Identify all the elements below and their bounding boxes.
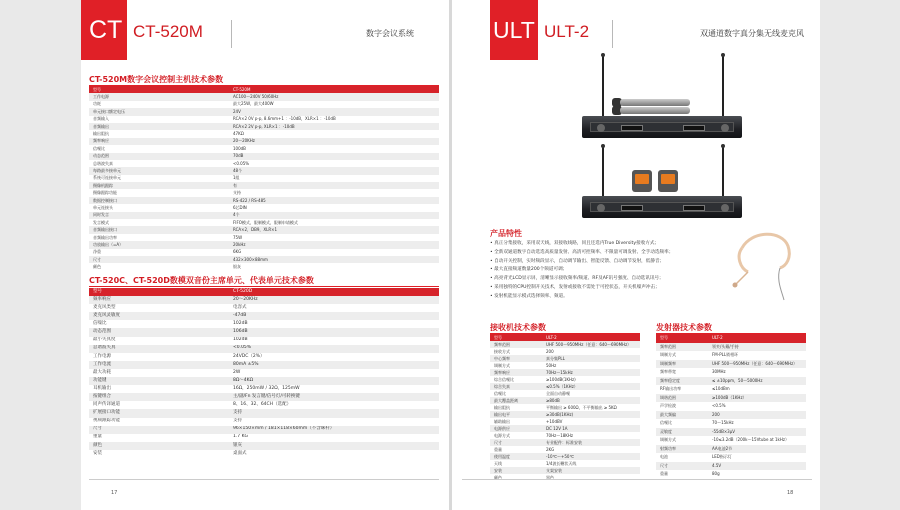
table-row bbox=[89, 241, 439, 248]
spec-value-cell: 80g bbox=[708, 470, 806, 479]
table-row bbox=[490, 432, 640, 439]
table-row bbox=[656, 351, 806, 360]
table-row bbox=[656, 368, 806, 377]
table-row bbox=[89, 320, 439, 328]
table-row bbox=[89, 130, 439, 137]
left-subtitle: 数字会议系统 bbox=[366, 29, 414, 38]
spec-label-cell: 摄像跟踪功能 bbox=[89, 189, 229, 196]
spec-label-cell: 电源方式 bbox=[490, 432, 542, 439]
table-row bbox=[89, 328, 439, 336]
table-row bbox=[89, 442, 439, 450]
table-header-row bbox=[490, 334, 640, 341]
spec-value-cell: 70～15kHz bbox=[708, 419, 806, 428]
feature-item: • 发射机能显示模式选择频率、频道。 bbox=[490, 293, 568, 299]
right-page bbox=[452, 0, 820, 510]
spec-value-cell: 200 bbox=[708, 411, 806, 420]
table-row bbox=[89, 175, 439, 182]
table-header-row bbox=[89, 288, 439, 296]
table-row bbox=[89, 418, 439, 426]
spec-label-cell: 总谐波失真 bbox=[89, 160, 229, 167]
spec-value-cell: <0.05% bbox=[229, 160, 439, 167]
controller-spec-table bbox=[89, 86, 439, 271]
spec-label-cell: 数据控制接口 bbox=[89, 197, 229, 204]
spec-value-cell: CT-520M bbox=[229, 86, 439, 93]
spec-value-cell: 2W bbox=[229, 369, 439, 377]
spec-label-cell: 频率响应 bbox=[89, 296, 229, 304]
spec-value-cell: DC 12V 1A bbox=[542, 425, 640, 432]
spec-label-cell: 同声传译通道 bbox=[89, 401, 229, 409]
spec-value-cell: 48个 bbox=[229, 167, 439, 174]
spec-value-cell: 47KΩ bbox=[229, 130, 439, 137]
spec-value-cell: 1/4波长鞭状天线 bbox=[542, 460, 640, 467]
spec-label-cell: 总谐波失真 bbox=[89, 345, 229, 353]
table-row bbox=[89, 212, 439, 219]
spec-value-cell: 6芯DIN bbox=[229, 204, 439, 211]
left-badge: CT bbox=[81, 0, 127, 60]
spec-value-cell: 主/副/Fn 发言键/信号灯/可转换键 bbox=[229, 393, 439, 401]
table-row bbox=[89, 393, 439, 401]
spec-value-cell: 银灰 bbox=[229, 442, 439, 450]
feature-item: • 真正分集接收，采用双天线，双接收线路，同且还选内True Diversity接收方式； bbox=[490, 241, 660, 246]
left-footer-rule bbox=[89, 479, 439, 480]
receiver-unit bbox=[582, 116, 742, 138]
spec-value-cell: 2KG bbox=[542, 446, 640, 453]
spec-label-cell: 安装 bbox=[89, 450, 229, 458]
table-row bbox=[656, 453, 806, 462]
spec-label-cell: 音频输出功率 bbox=[89, 234, 229, 241]
spec-label-cell: 功放输出（=A） bbox=[89, 241, 229, 248]
spec-label-cell: 按键组合 bbox=[89, 393, 229, 401]
spec-value-cell: +10dBV bbox=[542, 418, 640, 425]
spec-value-cell: 102dB bbox=[229, 337, 439, 345]
spec-value-cell: 24V bbox=[229, 108, 439, 115]
antenna-tip bbox=[601, 144, 605, 148]
spec-label-cell: 重量 bbox=[656, 470, 708, 479]
spec-label-cell: 信噪比 bbox=[89, 320, 229, 328]
spec-value-cell: 支架安装 bbox=[542, 467, 640, 474]
spec-label-cell: 颜色 bbox=[89, 442, 229, 450]
spec-value-cell: 领夹/头戴/手持 bbox=[708, 343, 806, 352]
spec-label-cell: 综合失真 bbox=[490, 383, 542, 390]
spec-value-cell: 102dB bbox=[229, 320, 439, 328]
table-row bbox=[490, 404, 640, 411]
table-header-row bbox=[656, 334, 806, 343]
table-header-row bbox=[89, 86, 439, 93]
spec-value-cell: 桌面式 bbox=[229, 450, 439, 458]
spec-label-cell: 调制方式 bbox=[656, 436, 708, 445]
right-footer-rule bbox=[462, 479, 812, 480]
table-row bbox=[89, 153, 439, 160]
bodypack-transmitter bbox=[658, 170, 678, 192]
spec-value-cell: 50Hz bbox=[542, 362, 640, 369]
feature-item: • 高亮背光LCD显示屏，清晰显示接收频率/频道、RF及AF讯号强度、自动选讯讯号； bbox=[490, 276, 664, 282]
antenna-right bbox=[722, 146, 724, 200]
spec-label-cell: 工作电流 bbox=[89, 361, 229, 369]
spec-value-cell: 有 bbox=[229, 182, 439, 189]
spec-label-cell: 型号 bbox=[89, 86, 229, 93]
feature-item: • 自动开关控制，实时频段显示，自动调节输出、智能反馈、自动调节发射，低静音； bbox=[490, 258, 665, 264]
transmitter-spec-table bbox=[656, 334, 806, 479]
table-row bbox=[89, 450, 439, 458]
spec-label-cell: 发言模式 bbox=[89, 219, 229, 226]
spec-value-cell: 16Ω，250mW / 32Ω，125mW bbox=[229, 385, 439, 393]
section2-rule bbox=[89, 286, 439, 287]
spec-value-cell: 20～20KHz bbox=[229, 138, 439, 145]
table-row bbox=[656, 419, 806, 428]
spec-label-cell: 摄像机跟踪 bbox=[89, 182, 229, 189]
left-page bbox=[81, 0, 449, 510]
spec-value-cell: 24VDC（2%） bbox=[229, 353, 439, 361]
spec-label-cell: 输出阻抗 bbox=[89, 130, 229, 137]
spec-label-cell: RF输出功率 bbox=[656, 385, 708, 394]
spec-label-cell: 工作电源 bbox=[89, 353, 229, 361]
table-row bbox=[656, 436, 806, 445]
spec-value-cell: -10≤3.2dB（200k～15Vtube at 1kHz） bbox=[708, 436, 806, 445]
table-row bbox=[656, 428, 806, 437]
spec-value-cell: LED指示灯 bbox=[708, 453, 806, 462]
spec-label-cell: 频率响应 bbox=[490, 369, 542, 376]
table-row bbox=[656, 394, 806, 403]
table-row bbox=[490, 341, 640, 348]
bodypack-transmitter bbox=[632, 170, 652, 192]
table-row bbox=[89, 197, 439, 204]
spec-value-cell: UHF 500～950MHz（任意：640～690MHz） bbox=[542, 341, 640, 348]
spec-value-cell: 专业配件：标准安装 bbox=[542, 439, 640, 446]
table-row bbox=[89, 304, 439, 312]
spec-label-cell: 型号 bbox=[490, 334, 542, 341]
features-title: 产品特性 bbox=[490, 229, 522, 238]
spec-label-cell: 调制方式 bbox=[490, 362, 542, 369]
unit-spec-table bbox=[89, 288, 439, 458]
spec-value-cell: AA电池2节 bbox=[708, 445, 806, 454]
spec-value-cell: 电容式 bbox=[229, 304, 439, 312]
spec-label-cell: 颜色 bbox=[89, 263, 229, 270]
spec-label-cell: 音频输入 bbox=[89, 116, 229, 123]
spec-value-cell: 黑色 bbox=[542, 474, 640, 481]
table-row bbox=[89, 296, 439, 304]
spec-label-cell: 重量 bbox=[490, 446, 542, 453]
table-row bbox=[89, 226, 439, 233]
table-row bbox=[490, 355, 640, 362]
feature-item: • 采用独特的CPU控制开关技术，发射或接收不需处于可控状态，开关机噪声冲击； bbox=[490, 284, 660, 290]
spec-label-cell: 单元接口额定电压 bbox=[89, 108, 229, 115]
spec-label-cell: 输出阻抗 bbox=[490, 404, 542, 411]
spec-value-cell: -47dB bbox=[229, 312, 439, 320]
spec-value-cell: 70Hz～18KHz bbox=[542, 432, 640, 439]
spec-label-cell: 扩展接口功能 bbox=[89, 409, 229, 417]
table-row bbox=[89, 369, 439, 377]
spec-value-cell: 8Ω～4KΩ bbox=[229, 377, 439, 385]
table-row bbox=[89, 219, 439, 226]
spec-label-cell: 最大频偏 bbox=[656, 411, 708, 420]
table-row bbox=[656, 470, 806, 479]
right-subtitle: 双通道数字真分集无线麦克风 bbox=[700, 29, 804, 38]
antenna-tip bbox=[601, 53, 605, 57]
spec-label-cell: 调制频率 bbox=[656, 360, 708, 369]
spec-label-cell: 重量 bbox=[89, 434, 229, 442]
spec-value-cell: 支持 bbox=[229, 189, 439, 196]
table-row bbox=[89, 204, 439, 211]
table-row bbox=[89, 167, 439, 174]
spec-label-cell: 电池 bbox=[656, 453, 708, 462]
left-model-title: CT-520M bbox=[133, 22, 203, 41]
spec-label-cell: 输出电平 bbox=[490, 411, 542, 418]
spec-label-cell: 电源供应 bbox=[490, 425, 542, 432]
spec-label-cell: 视频跟踪功能 bbox=[89, 418, 229, 426]
table-row bbox=[89, 93, 439, 100]
spec-label-cell: 型号 bbox=[89, 288, 229, 296]
spec-label-cell: 动态范围 bbox=[89, 153, 229, 160]
table-row bbox=[89, 401, 439, 409]
feature-list bbox=[490, 240, 730, 302]
spec-label-cell: 频率范围 bbox=[490, 341, 542, 348]
spec-label-cell: 动态范围 bbox=[89, 328, 229, 336]
spec-value-cell: 20～20KHz bbox=[229, 296, 439, 304]
spec-label-cell: 功耗 bbox=[89, 101, 229, 108]
table-row bbox=[89, 361, 439, 369]
spec-value-cell: 20kHz bbox=[229, 241, 439, 248]
spec-label-cell: 尺寸 bbox=[656, 462, 708, 471]
antenna-tip bbox=[721, 53, 725, 57]
spec-value-cell: 100dB bbox=[229, 145, 439, 152]
spec-value-cell: RCA×2，DB9，XLR×1 bbox=[229, 226, 439, 233]
spec-label-cell: 频率带宽 bbox=[656, 368, 708, 377]
section2-title: CT-520C、CT-520D数模双音份主席单元、代表单元技术参数 bbox=[89, 276, 314, 285]
antenna-right bbox=[722, 55, 724, 117]
table-row bbox=[490, 439, 640, 446]
table-row bbox=[490, 383, 640, 390]
spec-label-cell: 单元连接头 bbox=[89, 204, 229, 211]
spec-label-cell: 声学检波 bbox=[656, 402, 708, 411]
spec-value-cell: 支持 bbox=[229, 409, 439, 417]
table-row bbox=[490, 376, 640, 383]
receiver-spec-title: 接收机技术参数 bbox=[490, 323, 546, 332]
spec-label-cell: 辅助输出 bbox=[490, 418, 542, 425]
spec-label-cell: 音频输出接口 bbox=[89, 226, 229, 233]
spec-label-cell: 调制方式 bbox=[656, 351, 708, 360]
spec-label-cell: 天线 bbox=[490, 460, 542, 467]
table-row bbox=[89, 312, 439, 320]
table-row bbox=[490, 425, 640, 432]
table-row bbox=[89, 234, 439, 241]
table-row bbox=[490, 418, 640, 425]
spec-label-cell: 同时发言 bbox=[89, 212, 229, 219]
table-row bbox=[89, 138, 439, 145]
spec-value-cell: ≥30dB(1KHz) bbox=[542, 411, 640, 418]
table-row bbox=[490, 362, 640, 369]
table-row bbox=[89, 145, 439, 152]
spec-label-cell: 每路最多接单元 bbox=[89, 167, 229, 174]
transmitter-spec-title: 发射器技术参数 bbox=[656, 323, 712, 332]
spec-label-cell: 尺寸 bbox=[89, 256, 229, 263]
antenna-tip bbox=[721, 144, 725, 148]
table-row bbox=[89, 345, 439, 353]
spec-value-cell: 1组 bbox=[229, 175, 439, 182]
spec-label-cell: 信噪比 bbox=[490, 390, 542, 397]
feature-item: • 最大直接频道数量200个频道可调； bbox=[490, 267, 568, 273]
spec-value-cell: ≥80dB bbox=[542, 397, 640, 404]
spec-value-cell: 支持 bbox=[229, 418, 439, 426]
spec-label-cell: 接收方式 bbox=[490, 348, 542, 355]
spec-value-cell: 70dB bbox=[229, 153, 439, 160]
table-row bbox=[490, 453, 640, 460]
right-badge: ULT bbox=[490, 0, 538, 60]
feature-item: • 全新双通道数字自动选选高质量发射、高清可控频率、不限量可调发射、全手动选频率； bbox=[490, 249, 674, 255]
spec-label-cell: 频率范围 bbox=[656, 343, 708, 352]
table-row bbox=[656, 377, 806, 386]
spec-value-cell: 200 bbox=[542, 348, 640, 355]
spec-label-cell: 系统可连接单元 bbox=[89, 175, 229, 182]
table-row bbox=[490, 397, 640, 404]
spec-value-cell: 真分集PLL bbox=[542, 355, 640, 362]
table-row bbox=[656, 402, 806, 411]
spec-label-cell: 尺寸 bbox=[89, 426, 229, 434]
table-row bbox=[490, 467, 640, 474]
spec-label-cell: 音频输出 bbox=[89, 123, 229, 130]
spec-label-cell: 净重 bbox=[89, 249, 229, 256]
spec-value-cell: <0.05% bbox=[229, 345, 439, 353]
table-row bbox=[89, 377, 439, 385]
table-row bbox=[89, 409, 439, 417]
table-row bbox=[656, 445, 806, 454]
table-row bbox=[89, 256, 439, 263]
table-row bbox=[89, 353, 439, 361]
spec-label-cell: 功能键 bbox=[89, 377, 229, 385]
spec-label-cell: 使用温度 bbox=[490, 453, 542, 460]
spec-label-cell: 尺寸 bbox=[490, 439, 542, 446]
table-row bbox=[490, 446, 640, 453]
table-row bbox=[89, 123, 439, 130]
left-page-number: 17 bbox=[111, 490, 118, 496]
spec-value-cell: 30MHz bbox=[708, 368, 806, 377]
spec-value-cell: 4.5V bbox=[708, 462, 806, 471]
spec-value-cell: 全面自动静噪 bbox=[542, 390, 640, 397]
spec-label-cell: 安装 bbox=[490, 467, 542, 474]
spec-value-cell: -55dB×3μV bbox=[708, 428, 806, 437]
spec-value-cell: 70Hz～15kHz bbox=[542, 369, 640, 376]
right-model-title: ULT-2 bbox=[544, 22, 590, 41]
spec-value-cell: AC100～240V 50/60Hz bbox=[229, 93, 439, 100]
spec-label-cell: 频率响应 bbox=[89, 138, 229, 145]
table-row bbox=[89, 116, 439, 123]
spec-value-cell: CT-520D bbox=[229, 288, 439, 296]
spec-label-cell: 射频功率 bbox=[656, 445, 708, 454]
spec-label-cell: 调谐范围 bbox=[656, 394, 708, 403]
receiver-spec-table bbox=[490, 334, 640, 481]
spec-label-cell: 最大覆盖距离 bbox=[490, 397, 542, 404]
table-row bbox=[490, 460, 640, 467]
spec-value-cell: ≤0.5%（1KHz） bbox=[542, 383, 640, 390]
spec-value-cell: 银灰 bbox=[229, 263, 439, 270]
handheld-mic bbox=[620, 107, 690, 114]
table-row bbox=[89, 249, 439, 256]
spec-label-cell: 中心频率 bbox=[490, 355, 542, 362]
spec-label-cell: 信噪比 bbox=[89, 145, 229, 152]
spec-value-cell: 432×300×88mm bbox=[229, 256, 439, 263]
spec-value-cell: 1.7 KG bbox=[229, 434, 439, 442]
table-row bbox=[656, 462, 806, 471]
spec-value-cell: FM-PLL锁相环 bbox=[708, 351, 806, 360]
table-row bbox=[656, 411, 806, 420]
table-row bbox=[89, 263, 439, 270]
spec-value-cell: 96×150×mm / 181×118×60mm（不含咪杆） bbox=[229, 426, 439, 434]
table-row bbox=[490, 411, 640, 418]
spec-value-cell: RS-422 / RS-485 bbox=[229, 197, 439, 204]
spec-value-cell: 6KG bbox=[229, 249, 439, 256]
handheld-mic bbox=[620, 99, 690, 106]
spec-label-cell: 型号 bbox=[656, 334, 708, 343]
spec-label-cell: 工作电源 bbox=[89, 93, 229, 100]
table-row bbox=[89, 426, 439, 434]
spec-value-cell: 80mA ±5% bbox=[229, 361, 439, 369]
antenna-left bbox=[602, 55, 604, 117]
left-header-divider bbox=[231, 20, 232, 48]
table-row bbox=[89, 160, 439, 167]
spec-value-cell: ULT-2 bbox=[708, 334, 806, 343]
spec-value-cell: ≤ ±10ppm，50～5000Hz bbox=[708, 377, 806, 386]
table-row bbox=[656, 343, 806, 352]
spec-value-cell: ≥100dB（1KHz） bbox=[708, 394, 806, 403]
right-page-number: 18 bbox=[787, 490, 794, 496]
spec-label-cell: 麦克风灵敏度 bbox=[89, 312, 229, 320]
spec-value-cell: <0.5% bbox=[708, 402, 806, 411]
table-row bbox=[89, 189, 439, 196]
spec-value-cell: ≤10dBm bbox=[708, 385, 806, 394]
table-row bbox=[89, 182, 439, 189]
antenna-left bbox=[602, 146, 604, 200]
table-row bbox=[89, 385, 439, 393]
table-row bbox=[490, 390, 640, 397]
spec-value-cell: RCA×2 2V p-p, XLR×1 ：-10dB bbox=[229, 123, 439, 130]
spec-label-cell: 最小失真度 bbox=[89, 337, 229, 345]
spec-value-cell: -10℃～+50℃ bbox=[542, 453, 640, 460]
spec-value-cell: UHF 500～950MHz（任意：640～690MHz） bbox=[708, 360, 806, 369]
spec-value-cell: 平衡输出 ≥ 600Ω，不平衡输出 ≥ 5KΩ bbox=[542, 404, 640, 411]
table-row bbox=[490, 348, 640, 355]
spec-value-cell: 最大25W，最大400W bbox=[229, 101, 439, 108]
spec-label-cell: 灵敏度 bbox=[656, 428, 708, 437]
spec-value-cell: FIFO模式，限制模式，限制申请模式 bbox=[229, 219, 439, 226]
table-row bbox=[89, 434, 439, 442]
right-header-divider bbox=[612, 20, 613, 48]
spec-label-cell: 颜色 bbox=[490, 474, 542, 481]
table-row bbox=[656, 385, 806, 394]
spec-label-cell: 信噪比 bbox=[656, 419, 708, 428]
spec-value-cell: 75W bbox=[229, 234, 439, 241]
table-row bbox=[89, 101, 439, 108]
headset-mic-image bbox=[722, 228, 802, 308]
table-row bbox=[656, 360, 806, 369]
section1-title: CT-520M数字会议控制主机技术参数 bbox=[89, 75, 224, 84]
table-row bbox=[490, 369, 640, 376]
spec-value-cell: RCA×2 0V p-p, 8.6mm+1 ：-10dB，XLR×1 ：-10dB bbox=[229, 116, 439, 123]
table-row bbox=[89, 337, 439, 345]
spec-label-cell: 频率稳定度 bbox=[656, 377, 708, 386]
spec-label-cell: 耳机输出 bbox=[89, 385, 229, 393]
spec-label-cell: 麦克风类型 bbox=[89, 304, 229, 312]
spec-value-cell: 8、16、32、64CH（选配） bbox=[229, 401, 439, 409]
spec-value-cell: 4个 bbox=[229, 212, 439, 219]
spec-label-cell: 最大功耗 bbox=[89, 369, 229, 377]
spec-label-cell: 综合信噪比 bbox=[490, 376, 542, 383]
spec-value-cell: ULT-2 bbox=[542, 334, 640, 341]
spec-value-cell: ≥100dB(1KHz) bbox=[542, 376, 640, 383]
spec-value-cell: 106dB bbox=[229, 328, 439, 336]
receiver-unit bbox=[582, 196, 742, 218]
table-row bbox=[89, 108, 439, 115]
